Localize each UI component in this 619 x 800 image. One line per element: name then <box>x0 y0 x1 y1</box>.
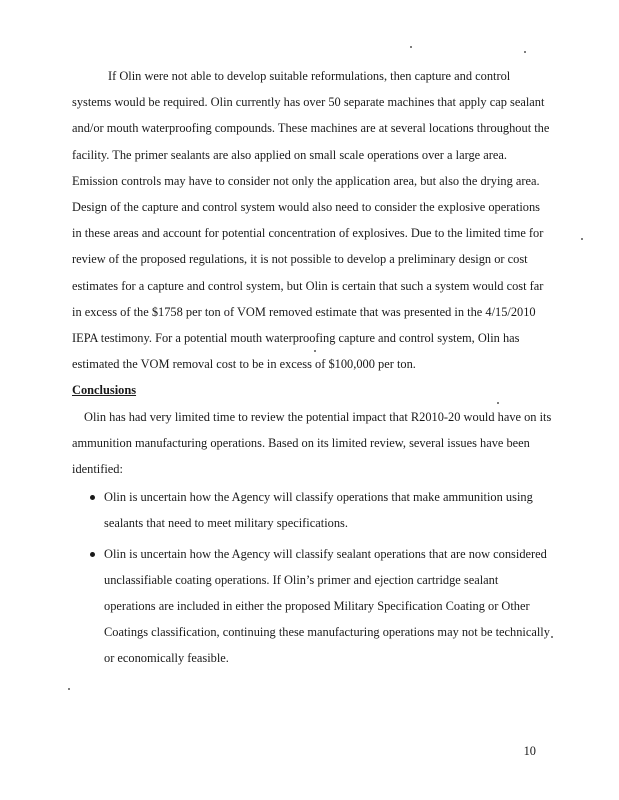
list-item-text: Olin is uncertain how the Agency will classify operations that make ammunition using sealants that need to meet military specifications. <box>104 490 533 531</box>
document-body <box>72 63 552 676</box>
scan-speck <box>68 688 70 690</box>
list-item-text: Olin is uncertain how the Agency will classify sealant operations that are now considered unclassifiable coating operations. If Olin’s primer and ejection cartridge sealant operations are included in either the proposed Military Specification Coating or Other Coatings classification, continuing these manufacturing operations may not be technically or economically feasible. <box>104 546 550 666</box>
scan-speck <box>581 238 583 240</box>
conclusions-intro: Olin has had very limited time to review the potential impact that R2010-20 would have on its ammunition manufacturing operations. Based on its limited review, several issues have been identified: <box>72 409 552 477</box>
scan-speck <box>410 46 412 48</box>
scan-speck <box>524 51 526 53</box>
bullet-icon <box>90 552 95 557</box>
issues-list <box>72 484 552 671</box>
page-number: 10 <box>523 744 536 758</box>
list-item <box>72 541 552 672</box>
section-heading: Conclusions <box>72 383 137 398</box>
bullet-icon <box>90 495 95 500</box>
body-paragraph: If Olin were not able to develop suitable reformulations, then capture and control systems would be required. Olin currently has over 50 separate machines that apply cap sealant and/or mouth waterproofing compounds. These machines are at several locations throughout the facility. The primer sealants are also applied on small scale operations over a large area. Emission controls may have to consider not only the application area, but also the drying area. Design of the capture and control system would also need to consider the explosive operations in these areas and account for potential concentration of explosives. Due to the limited time for review of the proposed regulations, it is not possible to develop a preliminary design or cost estimates for a capture and control system, but Olin is certain that such a system would cost far in excess of the $1758 per ton of VOM removed estimate that was presented in the 4/15/2010 IEPA testimony. For a potential mouth waterproofing capture and control system, Olin has estimated the VOM removal cost to be in excess of $100,000 per ton. <box>72 69 550 372</box>
list-item <box>72 484 552 536</box>
